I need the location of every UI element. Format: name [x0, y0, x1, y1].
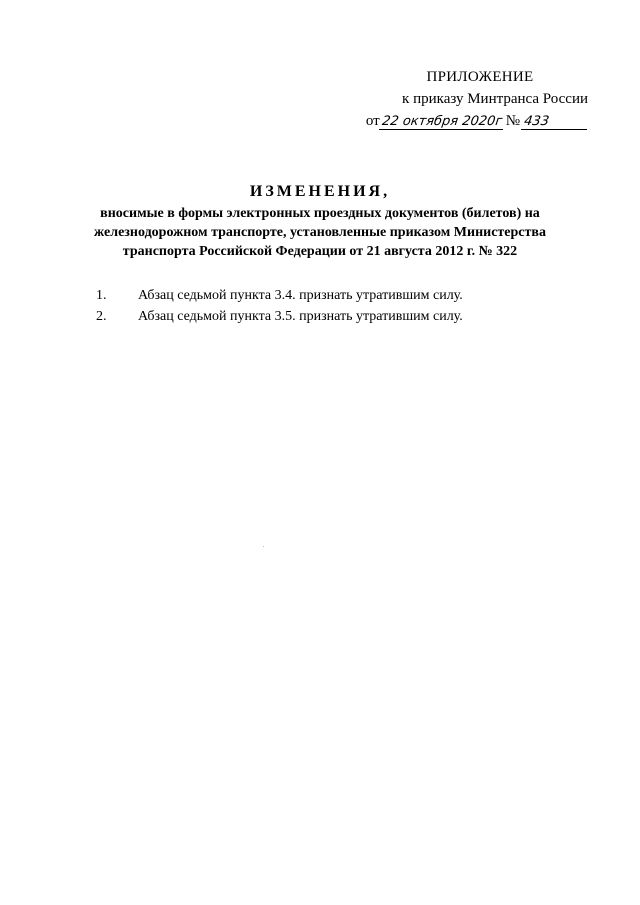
appendix-title: ПРИЛОЖЕНИЕ: [426, 69, 534, 85]
handwritten-date: 22 октября 2020г: [379, 115, 505, 130]
number-sign: №: [505, 113, 520, 129]
order-date-number-line: [348, 110, 588, 132]
item-text: Абзац седьмой пункта 3.5. признать утратившим силу.: [138, 309, 463, 324]
list-item: [96, 285, 576, 306]
approval-block: [348, 66, 588, 132]
document-heading: [60, 181, 580, 261]
heading-title: ИЗМЕНЕНИЯ,: [249, 183, 391, 200]
heading-subtitle-line: железнодорожном транспорте, установленные приказом Министерства: [94, 225, 546, 240]
heading-subtitle: [60, 204, 580, 261]
item-text: Абзац седьмой пункта 3.4. признать утратившим силу.: [138, 288, 463, 303]
heading-subtitle-line: транспорта Российской Федерации от 21 августа 2012 г. № 322: [122, 244, 518, 259]
item-number: 1.: [96, 288, 107, 303]
list-item: [96, 306, 576, 327]
handwritten-order-number: 433: [521, 115, 589, 130]
order-reference: к приказу Минтранса России: [402, 91, 588, 107]
from-prefix: от: [365, 113, 380, 129]
heading-subtitle-line: вносимые в формы электронных проездных документов (билетов) на: [100, 206, 540, 221]
scan-speck: [263, 546, 264, 547]
item-number: 2.: [96, 309, 107, 324]
changes-list: [96, 285, 576, 327]
